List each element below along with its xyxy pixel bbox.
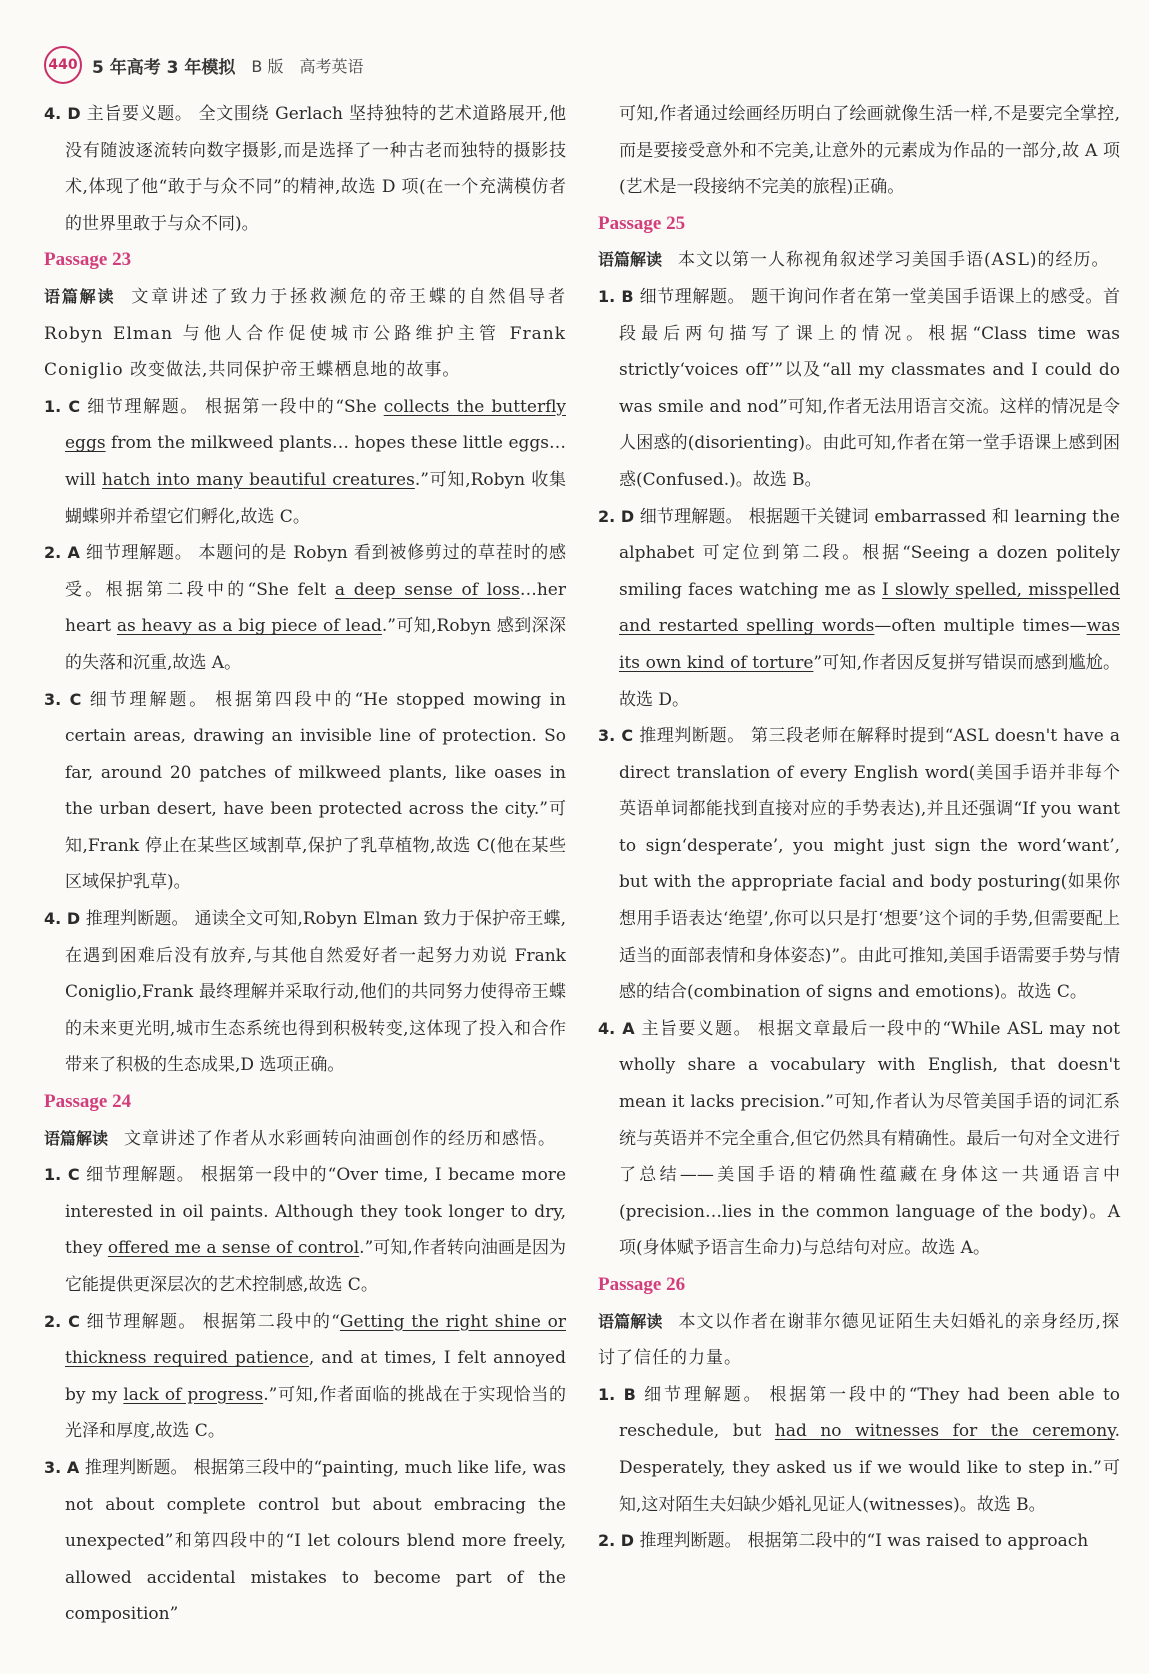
answer-explanation: 根据题干关键词 embarrassed 和 learning the alphabet 可定位到第二段。根据“Seeing a dozen politely smiling faces watching me as [619,506,1120,600]
answer-number: 4. D [44,104,81,123]
passage-title: Passage 26 [598,1274,686,1295]
underlined-quote: lack of progress [123,1384,264,1405]
underlined-quote: had no witnesses for the ceremony [774,1421,1115,1442]
answer-number: 4. D [44,909,81,929]
answer-number: 2. C [44,1311,80,1331]
answer-explanation: 根据第一段中的“Over time, I became more interested in oil paints. Although they took longer to dry, they [65,1165,566,1259]
answer-item [598,499,1120,719]
underlined-quote: I slowly spelled, misspelled and restarted spelling words [619,579,1120,637]
answer-continuation [598,96,1120,206]
passage-title: Passage 23 [44,249,132,271]
question-type: 推理判断题。 [85,909,189,930]
passage-analysis [598,1304,1120,1377]
question-type: 推理判断题。 [639,1531,742,1552]
answer-item [44,682,566,902]
answer-explanation: —often multiple times— [874,616,1087,637]
answer-item [44,96,566,242]
underlined-quote: was its own kind of torture [619,616,1120,673]
answer-explanation: 题干询问作者在第一堂美国手语课上的感受。首段最后两句描写了课上的情况。根据“Class time was strictly‘voices off’”以及“all my classmates and I could do was smile and nod”可知,作者无法用语言交流。这样的情况是令人困惑的(disorienting)。由此可知,作者在第一堂手语课上感到困惑(Confused.)。故选 B。 [619,286,1121,490]
underlined-quote: offered me a sense of control [107,1238,360,1259]
book-edition: B 版 [251,56,284,76]
analysis-label: 语篇解读 [44,286,116,306]
answer-explanation: , and at times, I felt annoyed by my [65,1348,566,1405]
question-type: 细节理解题。 [86,543,193,564]
answer-explanation: .”可知,作者面临的挑战在于实现恰当的光泽和厚度,故选 C。 [65,1384,566,1442]
page-number-badge: 440 [44,46,82,84]
underlined-quote: Getting the right shine or thickness required patience [65,1311,567,1369]
answer-explanation: ”可知,作者因反复拼写错误而感到尴尬。故选 D。 [619,652,1120,710]
answer-item [44,535,566,681]
question-type: 细节理解题。 [89,689,210,710]
answer-explanation: 通读全文可知,Robyn Elman 致力于保护帝王蝶,在遇到困难后没有放弃,与其他自然爱好者一起努力劝说 Frank Coniglio,Frank 最终理解并采取行动,他们的共同努力使得帝王蝶的未来更光明,城市生态系统也得到积极转变,这体现了投入和合作带来了积极的生态成果,D 选项正确。 [65,909,567,1076]
question-type: 推理判断题。 [639,726,745,747]
answer-number: 2. A [44,543,80,563]
answer-explanation: 根据第一段中的“She [204,396,384,417]
passage-analysis [44,279,566,389]
answer-explanation: 根据第一段中的“They had been able to reschedule, but [619,1384,1121,1442]
question-type: 细节理解题。 [86,1165,195,1186]
page-header [44,46,364,84]
analysis-text: 文章讲述了作者从水彩画转向油画创作的经历和感悟。 [124,1128,557,1149]
answer-item [598,1377,1120,1523]
answer-number: 1. B [598,1384,636,1404]
answer-explanation: .”可知,作者转向油画是因为它能提供更深层次的艺术控制感,故选 C。 [65,1238,566,1295]
answer-explanation: 根据文章最后一段中的“While ASL may not wholly share a vocabulary with English, that doesn't mean it lacks precision.”可知,作者认为尽管美国手语的词汇系统与英语并不完全重合,但它仍然具有精确性。最后一句对全文进行了总结——美国手语的精确性蕴藏在身体这一共通语言中(precision…lies in the common language of the body)。A 项(身体赋予语言生命力)与总结句对应。故选 A。 [619,1018,1121,1259]
answer-explanation: 可知,作者通过绘画经历明白了绘画就像生活一样,不是要完全掌控,而是要接受意外和不完美,让意外的元素成为作品的一部分,故 A 项(艺术是一段接纳不完美的旅程)正确。 [619,104,1120,198]
question-type: 细节理解题。 [639,506,743,527]
analysis-text: 本文以第一人称视角叙述学习美国手语(ASL)的经历。 [678,250,1110,271]
passage-title: Passage 24 [44,1091,132,1113]
question-type: 细节理解题。 [87,396,199,417]
answer-explanation: . Desperately, they asked us if we would like to step in.”可知,这对陌生夫妇缺少婚礼见证人(witnesses)。故选 B。 [619,1421,1120,1515]
book-subject: 高考英语 [299,56,364,76]
answer-item [44,389,566,535]
answer-explanation: from the milkweed plants… hopes these little eggs… will [65,433,566,490]
analysis-text: 本文以作者在谢菲尔德见证陌生夫妇婚礼的亲身经历,探讨了信任的力量。 [598,1311,1120,1369]
underlined-quote: hatch into many beautiful creatures [102,469,415,490]
answer-number: 2. D [598,1531,635,1551]
answer-number: 1. B [598,286,634,306]
answer-item [598,1523,1120,1560]
passage-analysis [598,242,1120,279]
answer-number: 3. A [44,1457,80,1477]
answer-item [44,901,566,1084]
passage-analysis [44,1121,566,1158]
analysis-text: 文章讲述了致力于拯救濒危的帝王蝶的自然倡导者 Robyn Elman 与他人合作促使城市公路维护主管 Frank Coniglio 改变做法,共同保护帝王蝶栖息地的故事。 [44,286,566,381]
underlined-quote: collects the butterfly eggs [65,396,567,454]
answer-explanation: 全文围绕 Gerlach 坚持独特的艺术道路展开,他没有随波逐流转向数字摄影,而是选择了一种古老而独特的摄影技术,体现了他“敢于与众不同”的精神,故选 D 项(在一个充满模仿者的世界里敢于与众不同)。 [65,104,567,234]
underlined-quote: as heavy as a big piece of lead [116,616,382,637]
question-type: 主旨要义题。 [641,1018,753,1039]
answer-item [598,279,1120,499]
analysis-label: 语篇解读 [598,250,663,270]
answer-explanation: 本题问的是 Robyn 看到被修剪过的草茬时的感受。根据第二段中的“She felt [65,543,566,600]
question-type: 推理判断题。 [84,1457,188,1478]
answer-explanation: 根据第三段中的“painting, much like life, was not about complete control but about embracing the unexpected”和第四段中的“I let colours blend more freely, allowed accidental mistakes to become part of the composition” [65,1457,567,1625]
answer-number: 1. C [44,396,81,416]
underlined-quote: a deep sense of loss [334,579,520,600]
answer-number: 3. C [598,726,634,746]
question-type: 细节理解题。 [639,286,746,307]
answer-number: 2. D [598,506,635,526]
question-type: 主旨要义题。 [86,104,193,124]
answer-item [44,1304,566,1450]
answer-explanation: 根据第二段中的“ [202,1311,340,1332]
analysis-label: 语篇解读 [598,1311,663,1331]
answer-explanation: .”可知,Robyn 感到深深的失落和沉重,故选 A。 [65,616,566,673]
answer-item [598,1011,1120,1267]
question-type: 细节理解题。 [86,1311,197,1332]
analysis-label: 语篇解读 [44,1128,109,1148]
left-column [44,96,566,1633]
answer-explanation: 根据第二段中的“I was raised to approach [747,1531,1089,1552]
question-type: 细节理解题。 [644,1384,764,1405]
answer-item [44,1450,566,1633]
answer-item [44,1157,566,1303]
answer-item [598,718,1120,1011]
answer-number: 4. A [598,1018,635,1038]
answer-explanation: …her heart [65,579,566,637]
answer-number: 1. C [44,1165,80,1185]
answer-explanation: 第三段老师在解释时提到“ASL doesn't have a direct translation of every English word(美国手语并非每个英语单词都能找到直接对应的手势表达),并且还强调“If you want to sign‘desperate’, you might just sign the word‘want’, but with the appropriate facial and body posturing(如果你想用手语表达‘绝望’,你可以只是打‘想要’这个词的手势,但需要配上适当的面部表情和身体姿态)”。由此可推知,美国手语需要手势与情感的结合(combination of signs and emotions)。故选 C。 [619,726,1121,1003]
right-column [598,96,1120,1560]
answer-number: 3. C [44,689,82,709]
book-title: 5 年高考 3 年模拟 [92,57,236,78]
answer-explanation: .”可知,Robyn 收集蝴蝶卵并希望它们孵化,故选 C。 [65,469,566,527]
answer-explanation: 根据第四段中的“He stopped mowing in certain areas, drawing an invisible line of protection. So far, around 20 patches of milkweed plants, like oases in the urban desert, have been protected across the city.”可知,Frank 停止在某些区域割草,保护了乳草植物,故选 C(他在某些区域保护乳草)。 [65,689,567,893]
passage-title: Passage 25 [598,212,686,234]
